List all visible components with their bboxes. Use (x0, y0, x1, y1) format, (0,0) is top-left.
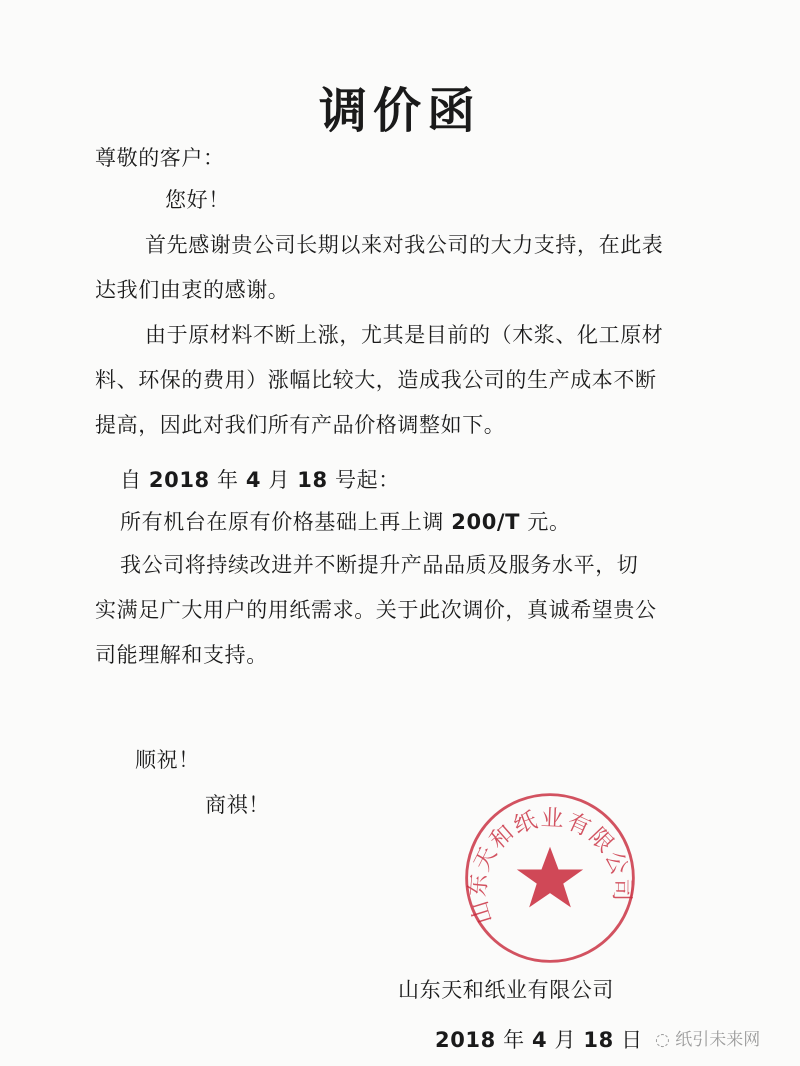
adjustment-line (120, 508, 571, 536)
company-name: 山东天和纸业有限公司 (398, 978, 614, 1002)
text: 自 (120, 468, 149, 492)
watermark-text: 纸引未来网 (675, 1030, 761, 1050)
watermark (655, 1028, 760, 1052)
paragraph3-line3: 司能理解和支持。 (95, 643, 268, 667)
salutation: 尊敬的客户： (95, 146, 225, 170)
paragraph2-line3: 提高，因此对我们所有产品价格调整如下。 (95, 413, 506, 437)
text: 年 (209, 468, 246, 492)
svg-text:山东天和纸业有限公司: 山东天和纸业有限公司 (464, 805, 635, 928)
signature-date (435, 1026, 643, 1054)
closing1: 顺祝！ (135, 748, 200, 772)
text: 月 (261, 468, 298, 492)
month: 4 (532, 1028, 548, 1052)
year: 2018 (435, 1028, 496, 1052)
greeting: 您好！ (165, 188, 230, 212)
text: 号起： (327, 468, 400, 492)
closing2: 商祺！ (205, 793, 270, 817)
amount: 200/T (451, 510, 521, 534)
day: 18 (297, 468, 328, 492)
month: 4 (245, 468, 262, 492)
paragraph3-line2: 实满足广大用户的用纸需求。关于此次调价，真诚希望贵公 (95, 598, 657, 622)
text: 元。 (520, 510, 571, 534)
text: 所有机台在原有价格基础上再上调 (120, 510, 452, 534)
text: 年 (495, 1028, 533, 1052)
effective-date-line (120, 466, 400, 494)
wechat-icon: ◌ (655, 1030, 676, 1050)
paragraph2-line2: 料、环保的费用）涨幅比较大，造成我公司的生产成本不断 (95, 368, 657, 392)
day: 18 (583, 1028, 614, 1052)
year: 2018 (148, 468, 210, 492)
paragraph3-line1: 我公司将持续改进并不断提升产品品质及服务水平，切 (120, 553, 639, 577)
company-seal (460, 788, 640, 968)
star-icon (517, 847, 583, 908)
paragraph2-line1: 由于原材料不断上涨，尤其是目前的（木浆、化工原材 (145, 323, 664, 347)
text: 月 (547, 1028, 584, 1052)
text: 日 (613, 1028, 643, 1052)
paragraph1-line1: 首先感谢贵公司长期以来对我公司的大力支持，在此表 (145, 233, 664, 257)
paragraph1-line2: 达我们由衷的感谢。 (95, 278, 290, 302)
document-title: 调价函 (318, 83, 481, 139)
